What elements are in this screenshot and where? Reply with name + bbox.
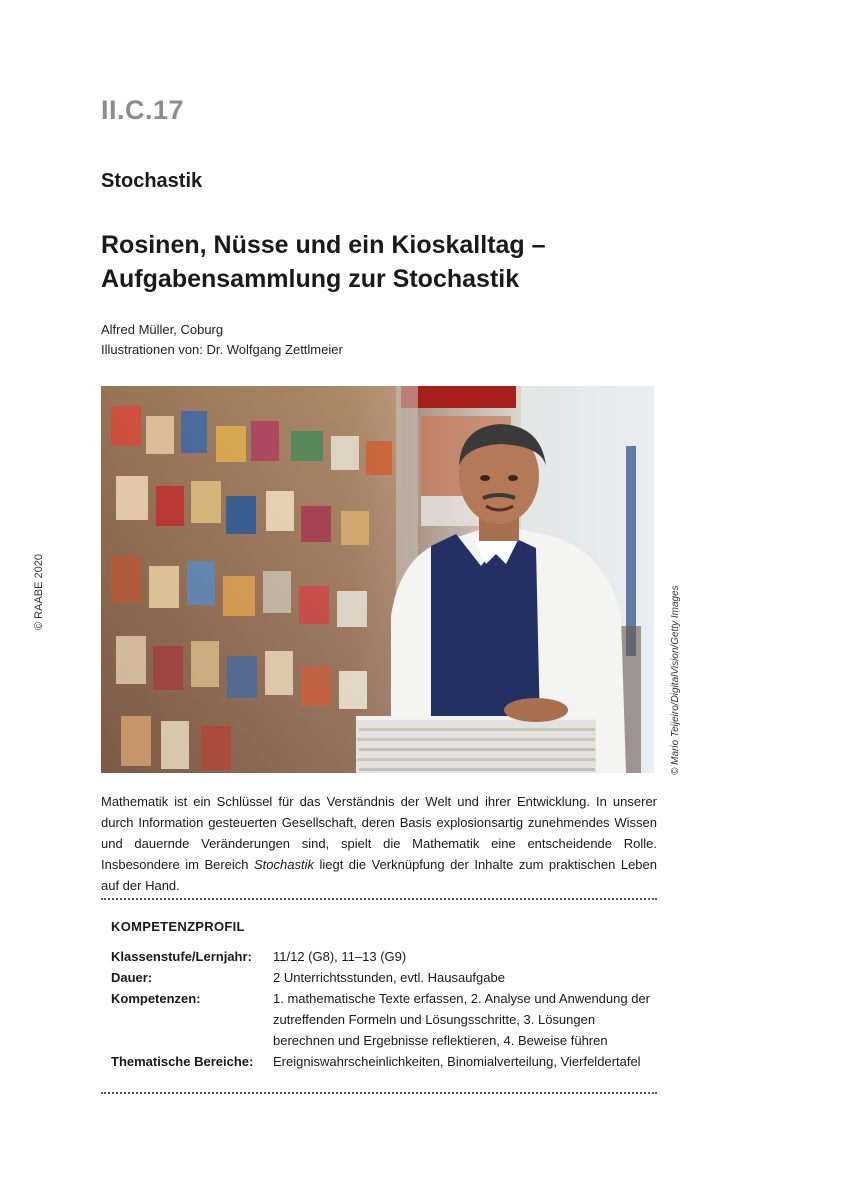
title-line-1: Rosinen, Nüsse und ein Kioskalltag – [101,231,546,259]
kp-label: Thematische Bereiche: [111,1054,254,1069]
kp-row-klassenstufe [111,946,651,967]
intro-paragraph [101,791,657,896]
kompetenzprofil-table [111,946,651,1072]
intro-emphasis: Stochastik [254,857,314,872]
author-block [101,320,343,360]
intro-text-before: Mathematik ist ein Schlüssel für das Verständnis der Welt und ihrer Entwicklung. In unserer durch Information gesteuerten Gesellschaft, deren Basis explosionsartig zunehmendes Wissen und dauernde Veränderungen sind, spielt die Mathematik eine entscheidende Rolle. Insbesondere im Bereich [101,794,657,872]
illustrator-name: Illustrationen von: Dr. Wolfgang Zettlmeier [101,342,343,357]
kp-row-kompetenzen [111,988,651,1051]
subject-heading: Stochastik [101,170,203,192]
kp-row-thematische-bereiche [111,1051,651,1072]
kp-row-dauer [111,967,651,988]
kp-label: Klassenstufe/Lernjahr: [111,949,252,964]
photo-credit: © Mario Teijeiro/DigitalVision/Getty Images [670,585,681,775]
dotted-divider-bottom [101,1092,657,1094]
kp-value: 1. mathematische Texte erfassen, 2. Analyse und Anwendung der zutreffenden Formeln und Lösungsschritte, 3. Lösungen berechnen und Ergebnisse reflektieren, 4. Beweise führen [273,991,650,1048]
kompetenzprofil-heading: KOMPETENZPROFIL [111,919,245,934]
kiosk-photo [101,386,654,773]
kp-value: 2 Unterrichtsstunden, evtl. Hausaufgabe [273,970,505,985]
kp-value: 11/12 (G8), 11–13 (G9) [273,949,407,964]
dotted-divider-top [101,898,657,900]
page-title [101,228,701,296]
unit-code: II.C.17 [101,95,185,125]
kp-value: Ereigniswahrscheinlichkeiten, Binomialverteilung, Vierfeldertafel [273,1054,641,1069]
author-name: Alfred Müller, Coburg [101,322,224,337]
intro-text-after: liegt die Verknüpfung der Inhalte zum praktischen Leben auf der Hand. [101,857,657,893]
kp-label: Dauer: [111,970,153,985]
kiosk-photo-illustration [101,386,654,773]
side-copyright: © RAABE 2020 [33,554,45,630]
title-line-2: Aufgabensammlung zur Stochastik [101,265,520,293]
kp-label: Kompetenzen: [111,991,201,1006]
